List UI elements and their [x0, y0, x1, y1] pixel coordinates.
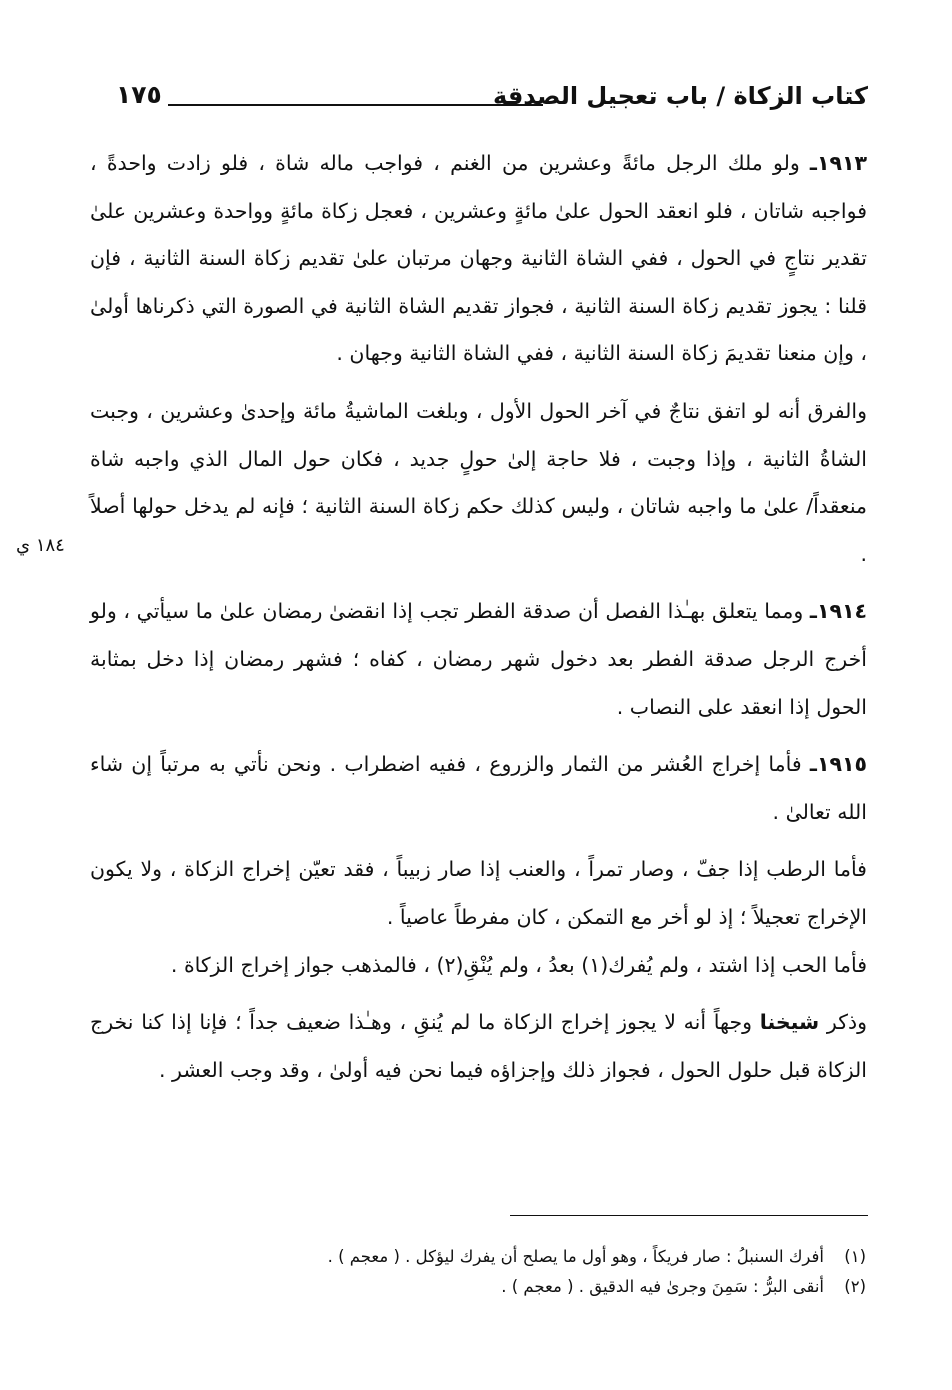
footnote-text: أفرك السنبلُ : صار فريكاً ، وهو أول ما يصلح أن يفرك ليؤكل . ( معجم ) .	[327, 1247, 824, 1266]
page-number: ١٧٥	[116, 80, 162, 109]
paragraph-shaykh	[90, 999, 867, 1094]
paragraph-1915	[90, 741, 867, 836]
footnote-1	[90, 1242, 866, 1272]
main-text	[90, 140, 867, 1094]
footnote-separator	[510, 1215, 868, 1216]
header-rule	[168, 104, 543, 106]
footnote-text: أنقى البرُّ : سَمِنَ وجرىٰ فيه الدقيق . ( معجم ) .	[501, 1277, 824, 1296]
paragraph-text: فأما الرطب إذا جفّ ، وصار تمراً ، والعنب إذا صار زبيباً ، فقد تعيّن إخراج الزكاة ، ولا يكون الإخراج تعجيلاً ؛ إذ لو أخر مع التمكن ، كان مفرطاً عاصياً .	[90, 857, 867, 929]
paragraph-text: فأما إخراج العُشر من الثمار والزروع ، ففيه اضطراب . ونحن نأتي به مرتباً إن شاء الله تعالىٰ .	[90, 752, 867, 824]
paragraph-1913	[90, 140, 867, 378]
paragraph-text: ولو ملك الرجل مائةً وعشرين من الغنم ، فواجب ماله شاة ، فلو زادت واحدةً ، فواجبه شاتان ، فلو انعقد الحول علىٰ مائةٍ وعشرين ، فعجل زكاة مائةٍ وواحدة وعشرين علىٰ تقدير نتاجٍ في الحول ، ففي الشاة الثانية وجهان مرتبان علىٰ تقديم زكاة السنة الثانية ، فإن قلنا : يجوز تقديم زكاة السنة الثانية ، فجواز تقديم الشاة الثانية في الصورة التي ذكرناها أولىٰ ، وإن منعنا تقديمَ زكاة السنة الثانية ، ففي الشاة الثانية وجهان .	[90, 151, 867, 366]
header-title: كتاب الزكاة / باب تعجيل الصدقة	[493, 82, 868, 110]
running-header	[88, 74, 868, 124]
paragraph-dates	[90, 846, 867, 941]
paragraph-text: فأما الحب إذا اشتد ، ولم يُفرك(١) بعدُ ، ولم يُنْقِ(٢) ، فالمذهب جواز إخراج الزكاة .	[170, 952, 867, 977]
footnote-number: (٢)	[844, 1277, 866, 1296]
paragraph-1914	[90, 588, 867, 731]
paragraph-number: ١٩١٣ـ	[809, 151, 867, 175]
emphasized-word: شيخنا	[759, 1010, 820, 1035]
paragraph-number: ١٩١٥ـ	[809, 752, 867, 777]
paragraph-grain	[90, 942, 867, 990]
paragraph-text: والفرق أنه لو اتفق نتاجٌ في آخر الحول الأول ، وبلغت الماشيةُ مائة وإحدىٰ وعشرين ، وجبت الشاةُ الثانية ، وإذا وجبت ، فلا حاجة إلىٰ حولٍ جديد ، فكان حول المال الذي واجبه شاة منعقداً/ علىٰ ما واجبه شاتان ، وليس كذلك حكم زكاة السنة الثانية ؛ فإنه لم يدخل حولها أصلاً .	[90, 398, 867, 566]
paragraph-text-start: وذكر	[819, 1010, 867, 1035]
margin-reference: ١٨٤ ي	[16, 535, 65, 556]
footnotes	[90, 1242, 866, 1302]
paragraph-number: ١٩١٤ـ	[809, 599, 867, 624]
footnote-2	[90, 1272, 866, 1302]
paragraph-text: ومما يتعلق بهـٰذا الفصل أن صدقة الفطر تجب إذا انقضىٰ رمضان علىٰ ما سيأتي ، ولو أخرج الرجل صدقة الفطر بعد دخول شهر رمضان ، كفاه ؛ فشهر رمضان إذا دخل بمثابة الحول إذا انعقد على النصاب .	[90, 599, 867, 719]
footnote-number: (١)	[844, 1247, 866, 1266]
paragraph-text-rest: وجهاً أنه لا يجوز إخراج الزكاة ما لم يُنقِ ، وهـٰذا ضعيف جداً ؛ فإنا إذا كنا نخرج الزكاة قبل حلول الحول ، فجواز ذلك وإجزاؤه فيما نحن فيه أولىٰ ، وقد وجب العشر .	[90, 1010, 867, 1082]
paragraph-difference	[90, 388, 867, 578]
